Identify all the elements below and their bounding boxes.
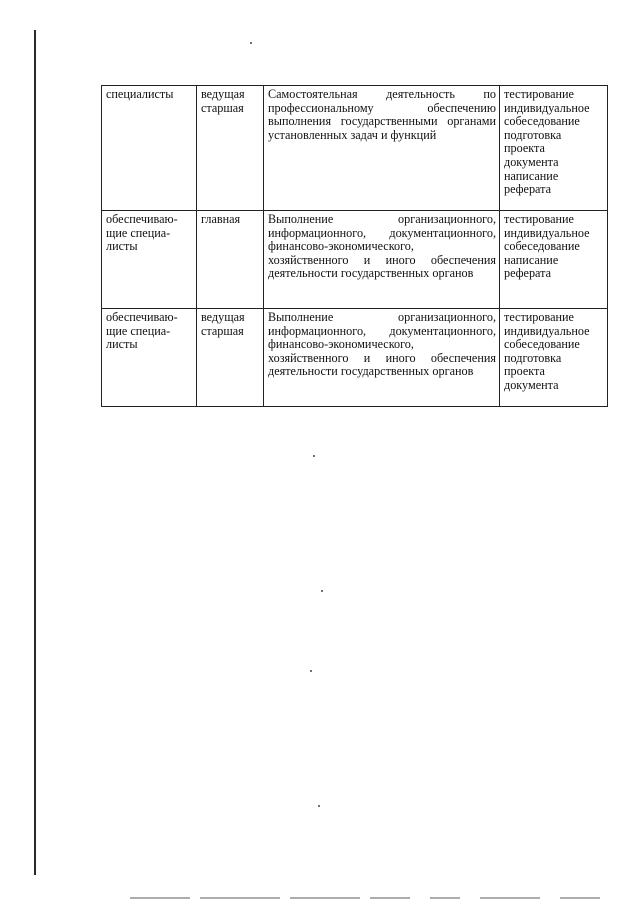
scan-smudge bbox=[370, 897, 410, 899]
group-cell: ведущая старшая bbox=[197, 309, 264, 407]
scan-speck bbox=[250, 42, 252, 44]
function-cell: Самостоятельная деятельность по профессиональному обеспечению выполнения государственными органами установленных задач и функций bbox=[264, 86, 500, 211]
category-cell: обеспечиваю- щие специа- листы bbox=[102, 309, 197, 407]
scan-smudge bbox=[430, 897, 460, 899]
scan-smudge bbox=[200, 897, 280, 899]
table-row bbox=[102, 309, 608, 407]
qualification-table bbox=[101, 85, 608, 407]
table-row bbox=[102, 211, 608, 309]
scan-speck bbox=[321, 590, 323, 592]
scan-speck bbox=[313, 455, 315, 457]
methods-cell: тестирование индивидуальное собеседование подготовка проекта документа написание реферата bbox=[500, 86, 608, 211]
scan-smudge bbox=[130, 897, 190, 899]
category-cell: обеспечиваю- щие специа- листы bbox=[102, 211, 197, 309]
category-cell: специалисты bbox=[102, 86, 197, 211]
scan-smudge bbox=[560, 897, 600, 899]
group-cell: главная bbox=[197, 211, 264, 309]
scan-speck bbox=[318, 805, 320, 807]
scan-speck bbox=[310, 670, 312, 672]
function-cell: Выполнение организационного, информационного, документационного, финансово-экономического, хозяйственного и иного обеспечения деятельности государственных органов bbox=[264, 211, 500, 309]
group-cell: ведущая старшая bbox=[197, 86, 264, 211]
function-cell: Выполнение организационного, информационного, документационного, финансово-экономического, хозяйственного и иного обеспечения деятельности государственных органов bbox=[264, 309, 500, 407]
methods-cell: тестирование индивидуальное собеседование подготовка проекта документа bbox=[500, 309, 608, 407]
methods-cell: тестирование индивидуальное собеседование написание реферата bbox=[500, 211, 608, 309]
table-row bbox=[102, 86, 608, 211]
scan-smudge bbox=[290, 897, 360, 899]
scan-smudge bbox=[480, 897, 540, 899]
scan-margin-line bbox=[34, 30, 36, 875]
